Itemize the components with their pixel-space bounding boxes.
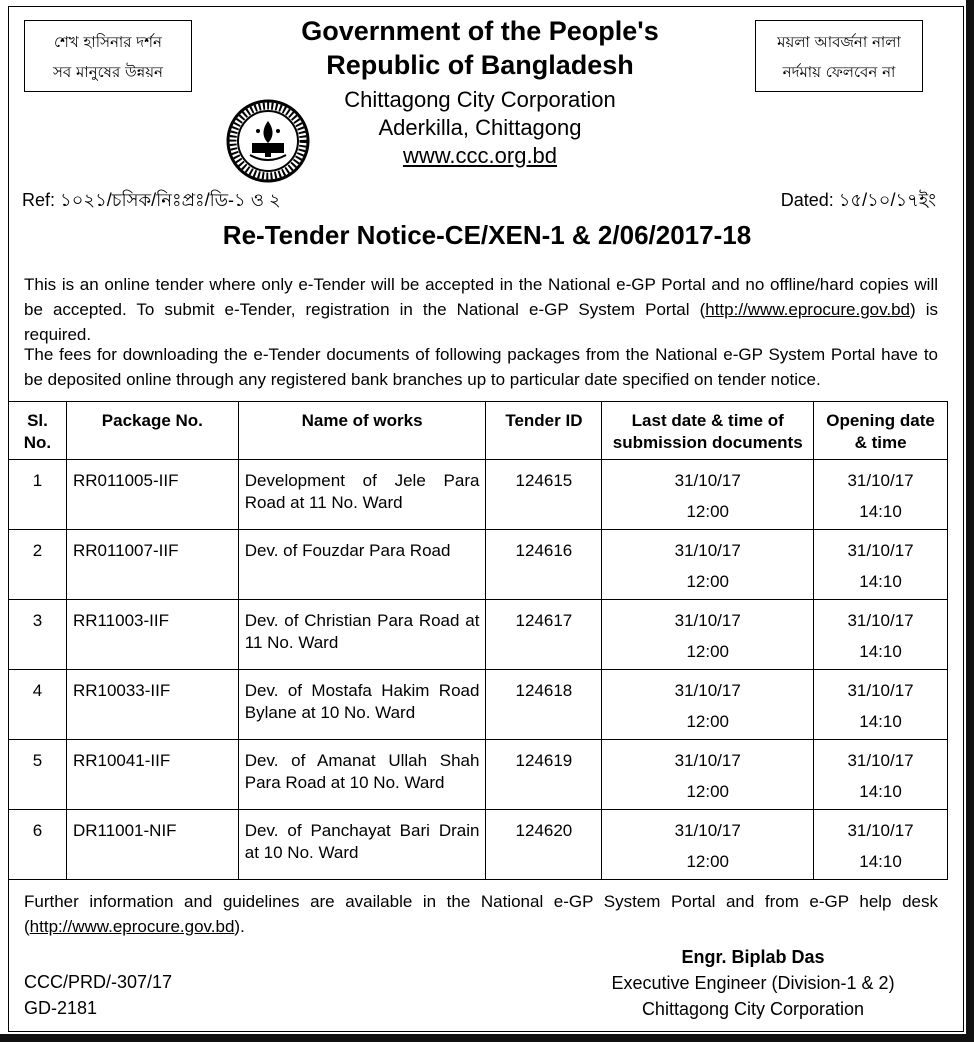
open-time: 14:10 xyxy=(859,712,902,731)
page-shadow-right xyxy=(966,0,974,1042)
slogan-left-line1: শেখ হাসিনার দর্শন xyxy=(53,33,163,51)
cell-package: RR10041-IIF xyxy=(66,740,238,810)
intro-paragraph xyxy=(24,272,938,347)
last-time: 12:00 xyxy=(686,572,729,591)
intro-text-b: ) is required. xyxy=(24,300,938,344)
city-corporation-seal-icon xyxy=(222,99,314,183)
slogan-box-right xyxy=(755,20,923,92)
header-works: Name of works xyxy=(238,402,486,460)
further-text-a: Further information and guidelines are available in the National e-GP System Portal and from e-GP help desk ( xyxy=(24,892,938,936)
cell-tender-id: 124617 xyxy=(486,600,602,670)
header-opening-date: Opening date & time xyxy=(814,402,948,460)
slogan-right-line1: ময়লা আবর্জনা নালা xyxy=(777,33,901,51)
org-address: Aderkilla, Chittagong xyxy=(378,115,582,140)
cell-sl: 3 xyxy=(9,600,67,670)
cell-works: Dev. of Mostafa Hakim Road Bylane at 10 No. Ward xyxy=(238,670,486,740)
open-time: 14:10 xyxy=(859,502,902,521)
last-date: 31/10/17 xyxy=(674,751,741,770)
last-date: 31/10/17 xyxy=(674,471,741,490)
gov-line1: Government of the People's xyxy=(301,16,659,46)
cell-tender-id: 124619 xyxy=(486,740,602,810)
cell-last-date xyxy=(602,670,814,740)
cell-last-date xyxy=(602,460,814,530)
last-date: 31/10/17 xyxy=(674,611,741,630)
page-shadow-bottom xyxy=(0,1034,974,1042)
further-text-b: ). xyxy=(234,917,245,936)
cell-package: RR011005-IIF xyxy=(66,460,238,530)
cell-sl: 4 xyxy=(9,670,67,740)
table-row xyxy=(9,670,948,740)
cell-works: Dev. of Fouzdar Para Road xyxy=(238,530,486,600)
last-date: 31/10/17 xyxy=(674,541,741,560)
intro-text-a: This is an online tender where only e-Tender will be accepted in the National e-GP Portal and no offline/hard copies will be accepted. To submit e-Tender, registration in the National e-GP System Portal ( xyxy=(24,275,938,319)
cell-tender-id: 124620 xyxy=(486,810,602,880)
cell-package: DR11001-NIF xyxy=(66,810,238,880)
signer-title: Executive Engineer (Division-1 & 2) xyxy=(611,973,895,993)
cell-opening-date xyxy=(814,740,948,810)
eprocure-help-link[interactable]: http://www.eprocure.gov.bd xyxy=(29,917,235,936)
table-row xyxy=(9,460,948,530)
reference-number: Ref: ১০২১/চসিক/নিঃপ্রঃ/ডি-১ ও ২ xyxy=(22,190,281,210)
slogan-right-line2: নর্দমায় ফেলবেন না xyxy=(782,63,896,81)
cell-opening-date xyxy=(814,600,948,670)
cell-works: Dev. of Christian Para Road at 11 No. Ward xyxy=(238,600,486,670)
fees-paragraph: The fees for downloading the e-Tender documents of following packages from the National e-GP System Portal have to be deposited online through any registered bank branches up to particular date specified on tender notice. xyxy=(24,345,938,389)
tender-table xyxy=(8,401,948,880)
last-date: 31/10/17 xyxy=(674,681,741,700)
open-date: 31/10/17 xyxy=(847,821,914,840)
org-name: Chittagong City Corporation xyxy=(344,87,616,112)
table-row xyxy=(9,600,948,670)
notice-title: Re-Tender Notice-CE/XEN-1 & 2/06/2017-18 xyxy=(222,220,752,250)
last-time: 12:00 xyxy=(686,782,729,801)
cell-works: Development of Jele Para Road at 11 No. Ward xyxy=(238,460,486,530)
cell-sl: 6 xyxy=(9,810,67,880)
cell-tender-id: 124616 xyxy=(486,530,602,600)
cell-last-date xyxy=(602,530,814,600)
last-time: 12:00 xyxy=(686,712,729,731)
header-tender-id: Tender ID xyxy=(486,402,602,460)
open-time: 14:10 xyxy=(859,572,902,591)
open-date: 31/10/17 xyxy=(847,681,914,700)
cell-package: RR10033-IIF xyxy=(66,670,238,740)
last-time: 12:00 xyxy=(686,502,729,521)
last-time: 12:00 xyxy=(686,642,729,661)
signer-org: Chittagong City Corporation xyxy=(641,999,865,1019)
table-row xyxy=(9,810,948,880)
open-time: 14:10 xyxy=(859,782,902,801)
open-date: 31/10/17 xyxy=(847,541,914,560)
dated: Dated: ১৫/১০/১৭ইং xyxy=(780,190,936,210)
table-row xyxy=(9,740,948,810)
cell-sl: 2 xyxy=(9,530,67,600)
cell-works: Dev. of Panchayat Bari Drain at 10 No. Ward xyxy=(238,810,486,880)
gov-line2: Republic of Bangladesh xyxy=(326,50,634,80)
signature-block xyxy=(608,944,898,1022)
cell-opening-date xyxy=(814,460,948,530)
cell-opening-date xyxy=(814,530,948,600)
gd-number: GD-2181 xyxy=(24,998,98,1018)
open-date: 31/10/17 xyxy=(847,751,914,770)
cell-last-date xyxy=(602,740,814,810)
open-time: 14:10 xyxy=(859,642,902,661)
further-info-paragraph xyxy=(24,889,938,939)
header-package: Package No. xyxy=(66,402,238,460)
cell-opening-date xyxy=(814,810,948,880)
table-header-row xyxy=(9,402,948,460)
slogan-box-left xyxy=(24,20,192,92)
slogan-left-line2: সব মানুষের উন্নয়ন xyxy=(52,63,163,81)
open-date: 31/10/17 xyxy=(847,611,914,630)
cell-tender-id: 124618 xyxy=(486,670,602,740)
header-last-date: Last date & time of submission documents xyxy=(602,402,814,460)
signer-name: Engr. Biplab Das xyxy=(681,947,825,967)
last-time: 12:00 xyxy=(686,852,729,871)
open-time: 14:10 xyxy=(859,852,902,871)
cell-works: Dev. of Amanat Ullah Shah Para Road at 10 No. Ward xyxy=(238,740,486,810)
office-code: CCC/PRD/-307/17 xyxy=(24,972,173,992)
cell-package: RR011007-IIF xyxy=(66,530,238,600)
eprocure-link[interactable]: http://www.eprocure.gov.bd xyxy=(705,300,910,319)
table-row xyxy=(9,530,948,600)
website-link[interactable]: www.ccc.org.bd xyxy=(402,143,558,168)
cell-tender-id: 124615 xyxy=(486,460,602,530)
cell-package: RR11003-IIF xyxy=(66,600,238,670)
cell-sl: 1 xyxy=(9,460,67,530)
cell-last-date xyxy=(602,600,814,670)
cell-opening-date xyxy=(814,670,948,740)
open-date: 31/10/17 xyxy=(847,471,914,490)
header-sl: Sl. No. xyxy=(9,402,67,460)
cell-last-date xyxy=(602,810,814,880)
last-date: 31/10/17 xyxy=(674,821,741,840)
cell-sl: 5 xyxy=(9,740,67,810)
